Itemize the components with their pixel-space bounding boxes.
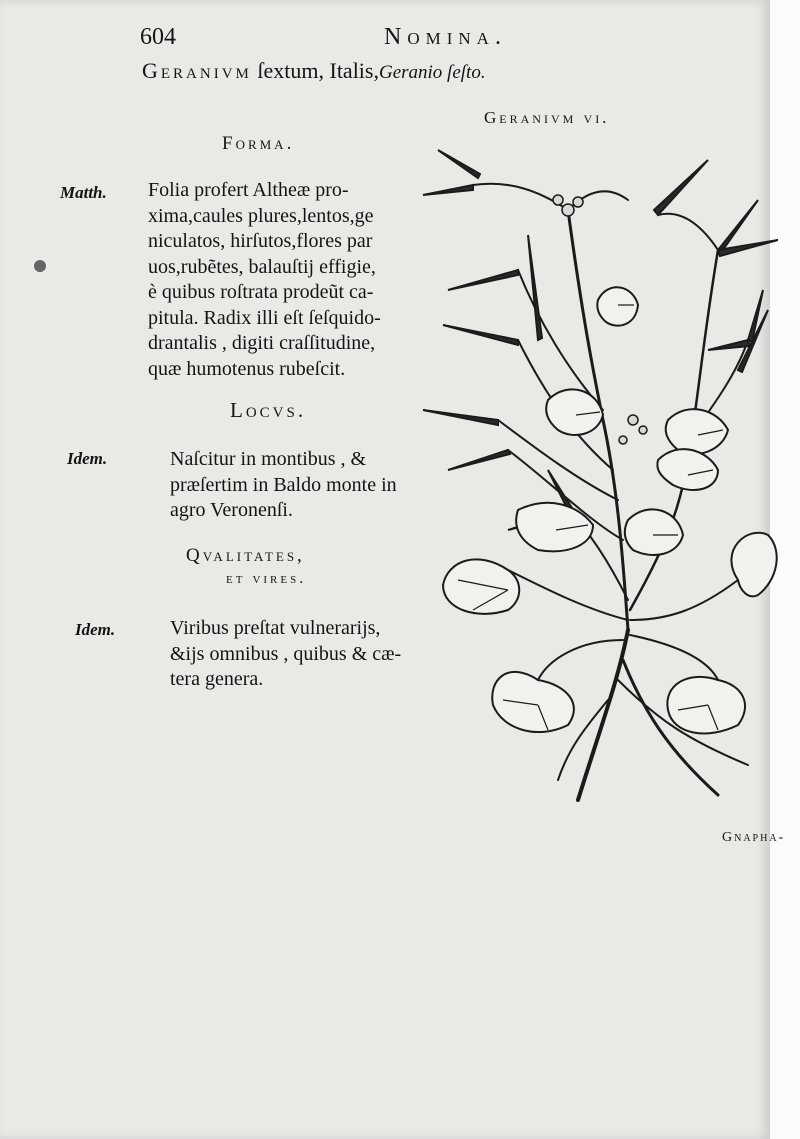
paragraph-locus: [170, 447, 397, 524]
catchword: Gnapha-: [722, 830, 786, 845]
title-latin-name: Geranivm: [142, 58, 252, 83]
page-number: 604: [140, 24, 176, 50]
paragraph-forma: [148, 178, 381, 382]
figure-caption: Geranivm vi.: [484, 108, 610, 127]
text-line: tera genera.: [170, 668, 264, 690]
text-line: Viribus preſtat vulnerarijs,: [170, 617, 381, 639]
section-heading-locus: Locvs.: [230, 398, 307, 422]
section-heading-forma: Forma.: [222, 133, 295, 154]
paragraph-qualitates: [170, 616, 401, 693]
text-line: pitula. Radix illi eſt ſeſquido-: [148, 306, 381, 329]
text-line: præſertim in Baldo monte in: [170, 473, 397, 496]
text-line: Folia profert Altheæ pro-: [148, 179, 349, 201]
margin-note-idem-locus: Idem.: [67, 449, 108, 468]
text-line: &ijs omnibus , quibus & cæ-: [170, 642, 402, 665]
margin-note-idem-qualitates: Idem.: [75, 620, 116, 639]
text-line: agro Veronenſi.: [170, 499, 293, 521]
section-heading-qualitates: Qvalitates,: [186, 545, 305, 566]
section-heading-vires: et vires.: [226, 570, 307, 587]
text-line: è quibus roſtrata prodeũt ca-: [148, 281, 374, 303]
text-line: xima,caules plures,lentos,ge: [148, 204, 374, 227]
margin-note-matth: Matth.: [60, 183, 107, 202]
ink-speck: [34, 260, 46, 272]
plant-title: [142, 58, 486, 84]
text-line: drantalis , digiti craſſitudine,: [148, 332, 376, 354]
title-text: ſextum, Italis,: [251, 58, 379, 83]
geranium-woodcut-illustration: [418, 140, 778, 820]
text-line: niculatos, hirſutos,flores par: [148, 230, 373, 252]
text-line: Naſcitur in montibus , &: [170, 448, 367, 470]
title-italian-name: Geranio ſeſto.: [378, 62, 486, 83]
text-line: quæ humotenus rubeſcit.: [148, 357, 346, 380]
text-line: uos,rubẽtes, balauſtij effigie,: [148, 255, 376, 278]
running-title: Nomina.: [384, 24, 507, 50]
